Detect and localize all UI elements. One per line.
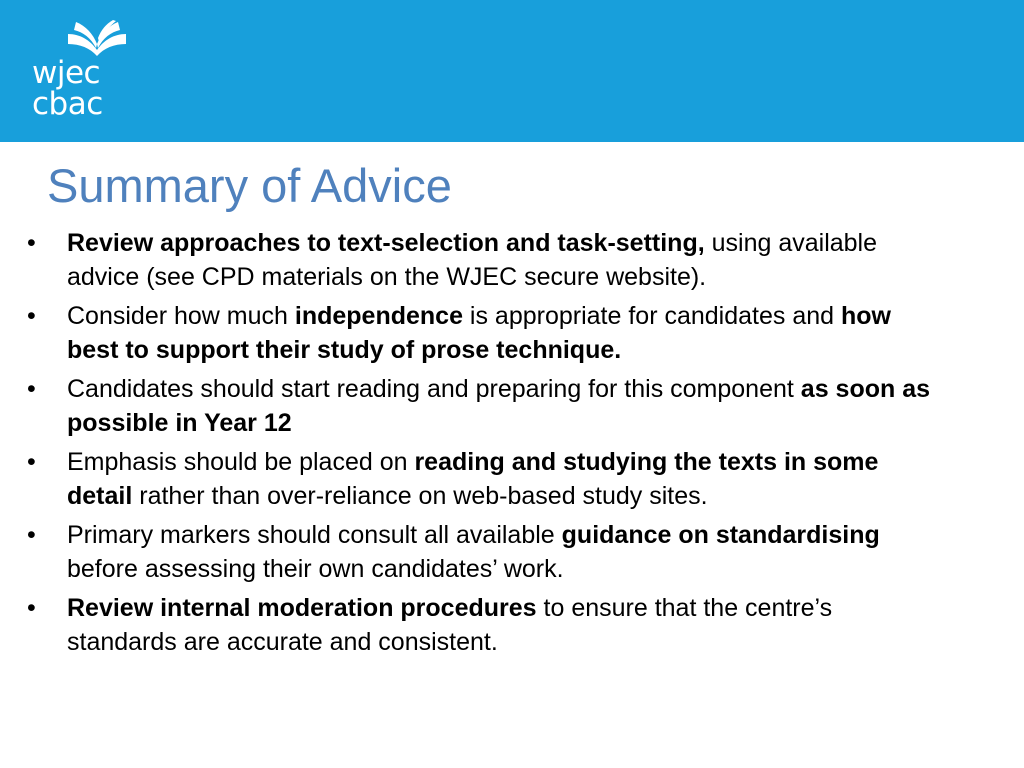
- bullet-marker: •: [27, 594, 36, 622]
- logo-text-wjec: wjec: [32, 55, 101, 91]
- bullet-text: rather than over-reliance on web-based study sites.: [132, 482, 708, 510]
- wjec-cbac-logo: [28, 20, 128, 122]
- bullet-text: to ensure that the centre’s standards are accurate and consistent.: [67, 594, 833, 656]
- bullet-text-emphasis: independence: [294, 302, 463, 330]
- logo-text-cbac: cbac: [32, 86, 103, 122]
- bullet-text-emphasis: guidance on standardising: [561, 521, 880, 549]
- bullet-marker: •: [27, 302, 36, 330]
- header-band: [0, 0, 1024, 142]
- bullet-text: Emphasis should be placed on: [67, 448, 415, 476]
- advice-bullet: [0, 445, 947, 513]
- bullet-text: Primary markers should consult all available: [67, 521, 562, 549]
- advice-bullet-list: [0, 226, 1024, 664]
- bullet-marker: •: [27, 375, 36, 403]
- bullet-text-emphasis: Review approaches to text-selection and task-setting,: [67, 229, 705, 257]
- slide-title: Summary of Advice: [47, 159, 452, 212]
- bullet-text: is appropriate for candidates and: [462, 302, 841, 330]
- open-book-icon: [66, 20, 128, 58]
- bullet-text-emphasis: Review internal moderation procedures: [67, 594, 537, 622]
- advice-bullet: [0, 226, 947, 294]
- bullet-text: Candidates should start reading and preparing for this component: [67, 375, 801, 403]
- bullet-marker: •: [27, 448, 36, 476]
- advice-bullet: [0, 591, 947, 659]
- bullet-marker: •: [27, 229, 36, 257]
- bullet-text-emphasis: how best to support their study of prose technique.: [67, 302, 891, 364]
- advice-bullet: [0, 518, 947, 586]
- bullet-text-emphasis: reading and studying the texts in some detail: [67, 448, 879, 510]
- advice-bullet: [0, 372, 947, 440]
- bullet-text: using available advice (see CPD materials on the WJEC secure website).: [67, 229, 878, 291]
- bullet-text-emphasis: as soon as possible in Year 12: [67, 375, 931, 437]
- bullet-text: Consider how much: [67, 302, 295, 330]
- bullet-text: before assessing their own candidates’ work.: [67, 555, 564, 583]
- advice-bullet: [0, 299, 947, 367]
- bullet-marker: •: [27, 521, 36, 549]
